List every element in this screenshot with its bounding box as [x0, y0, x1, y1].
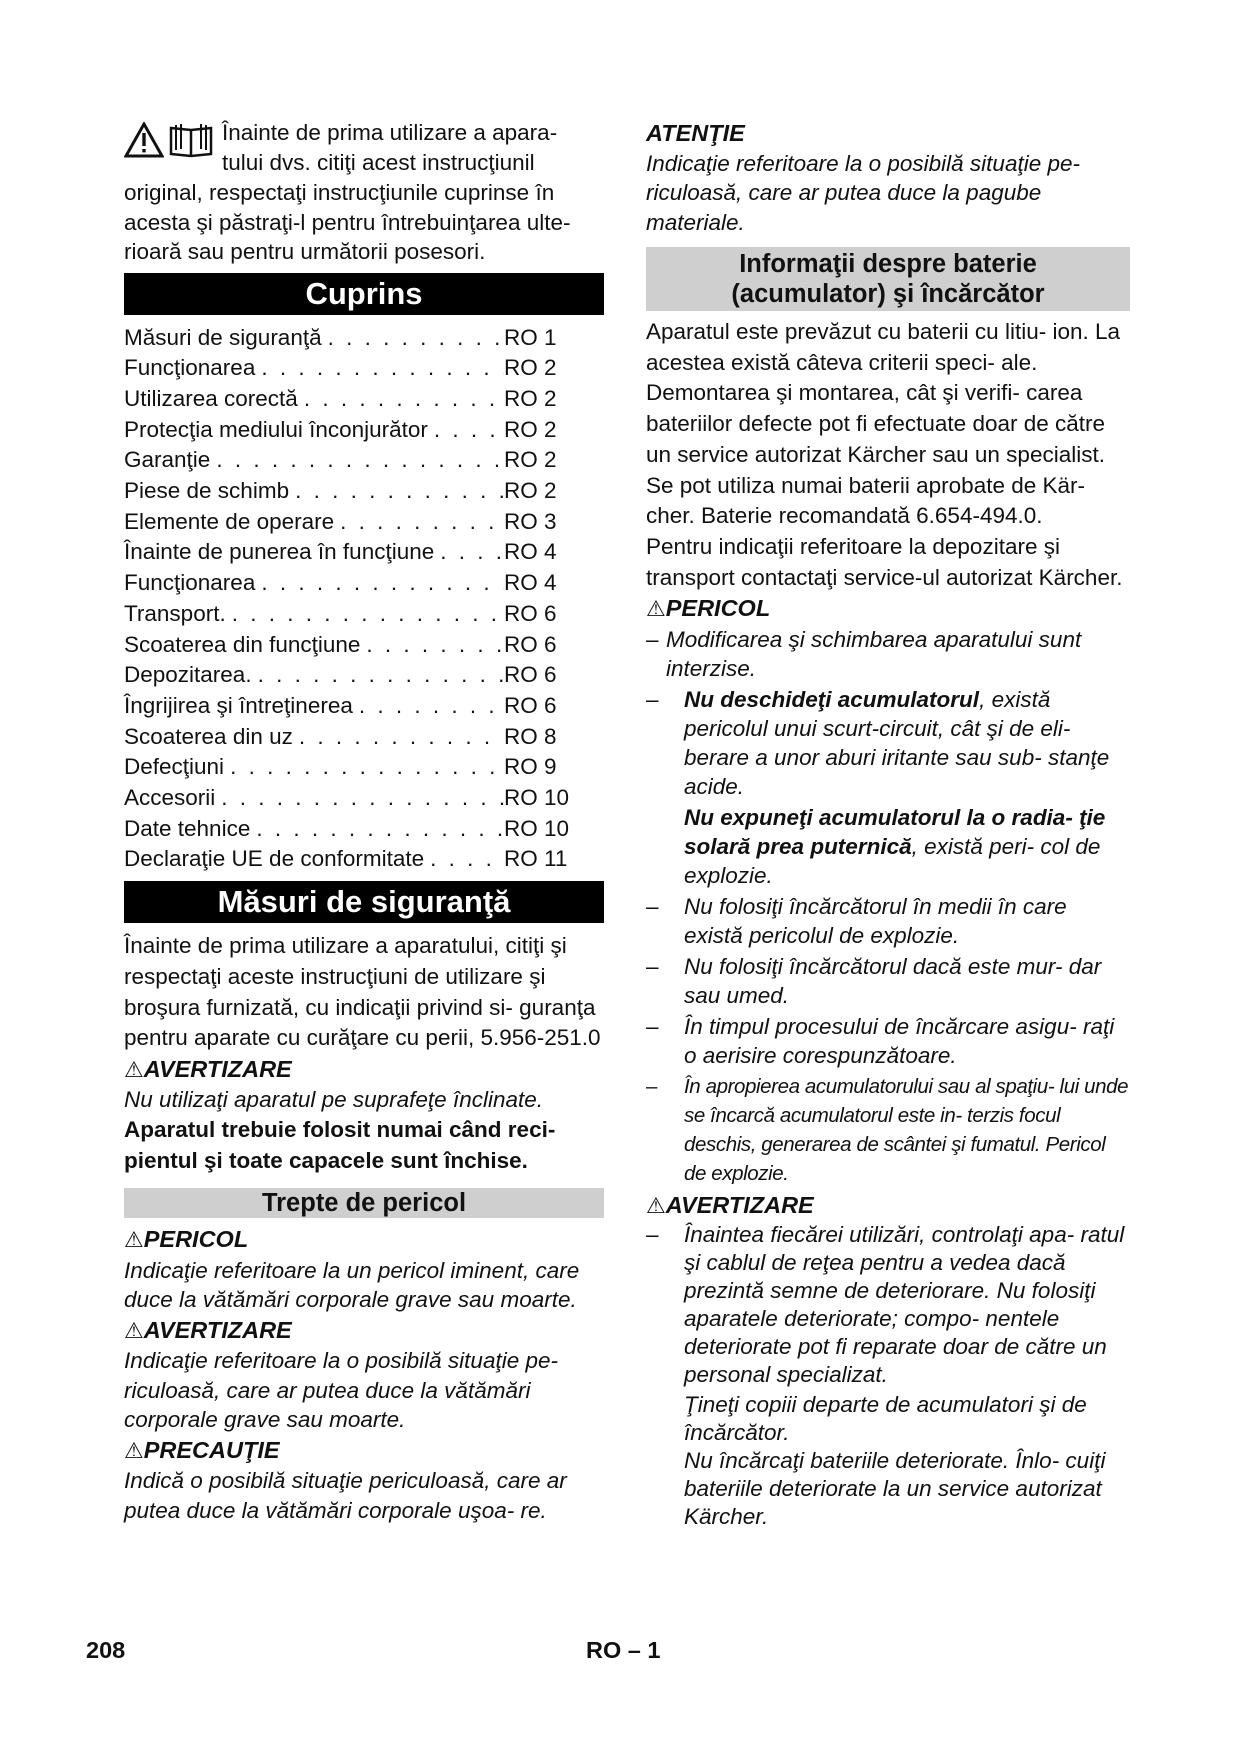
battery-paragraph-2: Se pot utiliza numai baterii aprobate de Kär- cher. Baterie recomandată 6.654-494.0. — [646, 472, 1086, 529]
list-item — [646, 952, 1130, 1010]
intro-line-1: Înainte de prima utilizare a apara- — [222, 120, 558, 145]
toc-entry-title: Înainte de punerea în funcţiune — [124, 539, 435, 565]
toc-entry-page: RO 10 — [504, 815, 570, 841]
toc-entry — [124, 660, 604, 691]
toc-entry-page: RO 10 — [504, 785, 570, 811]
toc-entry-leader — [252, 660, 504, 691]
toc-entry-title: Transport. — [124, 600, 226, 626]
toc-entry — [124, 537, 604, 568]
dash: – — [646, 893, 659, 919]
list-item-text: Nu folosiţi încărcătorul dacă este mur- dar sau umed. — [684, 953, 1102, 1008]
toc-entry-leader — [250, 814, 504, 845]
safety-heading: Măsuri de siguranţă — [124, 881, 604, 923]
levels-precautie-heading — [124, 1435, 604, 1467]
toc-entry-leader — [255, 353, 504, 384]
toc-entry-leader — [210, 445, 504, 476]
toc-heading: Cuprins — [124, 273, 604, 315]
toc-entry-leader — [226, 599, 504, 630]
toc-entry-page: RO 6 — [504, 600, 557, 626]
toc-entry-title: Măsuri de siguranţă — [124, 324, 322, 350]
intro-line-2: tului dvs. citiţi acest instrucţiunil — [222, 150, 535, 175]
list-item — [646, 1072, 1130, 1188]
toc-entry — [124, 323, 604, 354]
toc-entry-title: Elemente de operare — [124, 508, 335, 534]
toc-entry — [124, 722, 604, 753]
toc-entry-leader — [353, 691, 504, 722]
right-pericol-label: PERICOL — [665, 595, 771, 622]
battery-heading-line-2: (acumulator) şi încărcător — [731, 280, 1045, 308]
list-item-continuation: Ţineţi copiii departe de acumulatori şi de încărcător. — [684, 1392, 1087, 1446]
intro-text: original, respectaţi instrucţiunile cuprinse în acesta şi păstraţi-l pentru întrebuinţarea ulte- rioară sau pentru următorii posesori. — [124, 180, 571, 264]
toc-entry-title: Protecţia mediului înconjurător — [124, 416, 428, 442]
toc-entry-title: Utilizarea corectă — [124, 385, 298, 411]
toc-entry — [124, 353, 604, 384]
atentie-text: Indicaţie referitoare la o posibilă situaţie pe- riculoasă, care ar putea duce la pagube materiale. — [646, 150, 1080, 235]
section-label: RO – 1 — [586, 1637, 661, 1663]
toc-entry — [124, 476, 604, 507]
battery-heading — [646, 247, 1130, 311]
toc-entry-leader — [215, 783, 504, 814]
left-column — [124, 118, 604, 1525]
warning-triangle-icon: ⚠ — [124, 1227, 144, 1253]
dash: – — [646, 1222, 659, 1248]
toc-entry-page: RO 9 — [504, 754, 557, 780]
dash: – — [646, 1074, 658, 1098]
safety-intro: Înainte de prima utilizare a aparatului, citiţi şi respectaţi aceste instrucţiuni de utilizare şi broşura furnizată, cu indicaţii privind si- guranţa pentru aparate cu curăţare cu perii, 5.956-251.0 — [124, 933, 601, 1051]
levels-avertizare-text: Indicaţie referitoare la o posibilă situaţie pe- riculoasă, care ar putea duce la vătămări corporale grave sau moarte. — [124, 1348, 558, 1433]
safety-warning-label: AVERTIZARE — [143, 1055, 292, 1082]
toc-entry — [124, 630, 604, 661]
toc-entry-title: Funcţionarea — [124, 570, 256, 596]
battery-heading-line-1: Informaţii despre baterie — [739, 250, 1037, 278]
levels-pericol-heading — [124, 1224, 604, 1256]
toc-entry-leader — [289, 476, 504, 507]
toc-entry-leader — [334, 507, 504, 538]
right-avertizare-label: AVERTIZARE — [665, 1191, 814, 1218]
toc-entry-page: RO 11 — [504, 846, 568, 872]
toc-entry — [124, 691, 604, 722]
toc-entry-leader — [322, 323, 504, 354]
toc-entry-leader — [424, 844, 504, 875]
toc-list — [124, 323, 604, 876]
toc-entry — [124, 568, 604, 599]
toc-entry-leader — [360, 630, 504, 661]
toc-entry-page: RO 6 — [504, 631, 557, 657]
levels-avertizare-label: AVERTIZARE — [143, 1316, 292, 1343]
list-item-text — [684, 685, 1130, 801]
toc-entry-leader — [293, 722, 504, 753]
right-avertizare-heading — [646, 1190, 1130, 1222]
toc-entry-page: RO 2 — [504, 385, 557, 411]
levels-pericol-text: Indicaţie referitoare la un pericol iminent, care duce la vătămări corporale grave sau moarte. — [124, 1257, 580, 1313]
toc-entry — [124, 445, 604, 476]
manual-book-icon — [168, 122, 214, 163]
list-item-text: Modificarea şi schimbarea aparatului sunt interzise. — [666, 626, 1082, 681]
right-column — [646, 118, 1130, 1531]
levels-precautie-label: PRECAUŢIE — [143, 1436, 280, 1463]
list-item — [646, 1221, 1130, 1389]
toc-entry — [124, 783, 604, 814]
toc-entry-title: Scoaterea din funcţiune — [124, 631, 361, 657]
toc-entry-leader — [255, 568, 504, 599]
toc-entry-title: Garanţie — [124, 447, 211, 473]
toc-entry-page: RO 1 — [504, 324, 557, 350]
dash: – — [646, 686, 659, 712]
toc-entry-page: RO 2 — [504, 447, 557, 473]
toc-entry-leader — [434, 537, 504, 568]
atentie-label: ATENŢIE — [646, 120, 745, 146]
dash: – — [646, 1013, 659, 1039]
list-item — [646, 1012, 1130, 1070]
toc-entry-page: RO 2 — [504, 355, 557, 381]
toc-entry — [124, 415, 604, 446]
toc-entry-leader — [224, 752, 504, 783]
list-item-bold: Nu expuneţi acumulatorul la o radia- ţie solară prea puternică — [684, 804, 1106, 859]
toc-entry-title: Accesorii — [124, 785, 216, 811]
toc-entry — [124, 814, 604, 845]
toc-entry-page: RO 4 — [504, 570, 557, 596]
toc-entry — [124, 599, 604, 630]
list-item-text: Nu folosiţi încărcătorul în medii în care există pericolul de explozie. — [684, 893, 1067, 948]
right-pericol-heading — [646, 593, 1130, 625]
levels-precautie-text: Indică o posibilă situaţie periculoasă, care ar putea duce la vătămări corporale uşoa- re. — [124, 1468, 567, 1523]
toc-entry-leader — [428, 415, 504, 446]
intro-icons — [124, 122, 214, 178]
battery-paragraph-1: Aparatul este prevăzut cu baterii cu litiu- ion. La acestea există câteva criterii speci- ale. Demontarea şi montarea, cât şi verifi- carea bateriilor defecte pot fi efectuate doar de către un service autorizat Kärcher sau un specialist. — [646, 319, 1121, 467]
toc-entry — [124, 384, 604, 415]
toc-entry — [124, 844, 604, 875]
toc-entry-leader — [298, 384, 504, 415]
list-item-continuation: Nu încărcaţi bateriile deteriorate. Înlo- cuiţi bateriile deteriorate la un service autorizat Kärcher. — [684, 1448, 1106, 1530]
toc-entry-title: Funcţionarea — [124, 355, 256, 381]
toc-entry-title: Declaraţie UE de conformitate — [124, 846, 425, 872]
dash: – — [646, 626, 659, 652]
toc-entry-title: Scoaterea din uz — [124, 723, 293, 749]
toc-entry-page: RO 6 — [504, 662, 557, 688]
list-item-text: Înaintea fiecărei utilizări, controlaţi apa- ratul şi cablul de reţea pentru a vedea dacă prezintă semne de deteriorare. Nu folosiţi aparatele deteriorate; compo- nentele deteriorate pot fi reparate doar de către un personal specializat. — [684, 1222, 1125, 1388]
toc-entry-title: Piese de schimb — [124, 478, 290, 504]
toc-entry-title: Îngrijirea şi întreţinerea — [124, 692, 353, 718]
warning-triangle-icon: ⚠ — [124, 1317, 144, 1343]
toc-entry-page: RO 3 — [504, 508, 557, 534]
list-item — [646, 685, 1130, 801]
safety-warning-text: Nu utilizaţi aparatul pe suprafeţe înclinate. — [124, 1087, 543, 1113]
safety-warning-heading — [124, 1054, 604, 1086]
warning-triangle-icon: ⚠ — [646, 1192, 666, 1218]
toc-entry-page: RO 4 — [504, 539, 557, 565]
intro-block — [124, 118, 604, 178]
warning-triangle-icon: ⚠ — [646, 596, 666, 622]
toc-entry-title: Depozitarea. — [124, 662, 252, 688]
toc-entry — [124, 752, 604, 783]
warning-triangle-icon: ⚠ — [124, 1437, 144, 1463]
list-item-continuation — [646, 803, 1130, 890]
levels-heading: Trepte de pericol — [124, 1188, 604, 1218]
toc-entry-title: Date tehnice — [124, 815, 251, 841]
toc-entry-page: RO 8 — [504, 723, 557, 749]
list-item-rest: , există peri- col de explozie. — [684, 833, 1101, 888]
list-item-bold: Nu deschideţi acumulatorul — [684, 686, 980, 712]
page-number: 208 — [86, 1637, 126, 1663]
levels-avertizare-heading — [124, 1315, 604, 1347]
dash: – — [646, 953, 659, 979]
list-item-text: În timpul procesului de încărcare asigu- raţi o aerisire corespunzătoare. — [684, 1013, 1115, 1068]
toc-entry-page: RO 2 — [504, 416, 557, 442]
levels-pericol-label: PERICOL — [143, 1226, 249, 1253]
safety-bold-text: Aparatul trebuie folosit numai când reci- pientul şi toate capacele sunt închise. — [124, 1116, 556, 1173]
battery-paragraph-3: Pentru indicaţii referitoare la depozitare şi transport contactaţi service-ul autorizat Kärcher. — [646, 533, 1123, 590]
toc-entry-page: RO 6 — [504, 692, 557, 718]
list-item — [646, 625, 1130, 683]
list-item — [646, 892, 1130, 950]
toc-entry-title: Defecţiuni — [124, 754, 225, 780]
list-item-rest: , există pericolul unui scurt-circuit, cât şi de eli- berare a unor aburi iritante sau sub- stanţe acide. — [684, 686, 1110, 799]
warning-triangle-icon: ⚠ — [124, 1056, 144, 1082]
toc-entry-page: RO 2 — [504, 478, 557, 504]
warning-triangle-icon — [124, 122, 164, 163]
toc-entry — [124, 507, 604, 538]
list-item-text: În apropierea acumulatorului sau al spaţiu- lui unde se încarcă acumulatorul este in- terzis focul deschis, generarea de scântei şi fumatul. Pericol de explozie. — [684, 1074, 1129, 1185]
